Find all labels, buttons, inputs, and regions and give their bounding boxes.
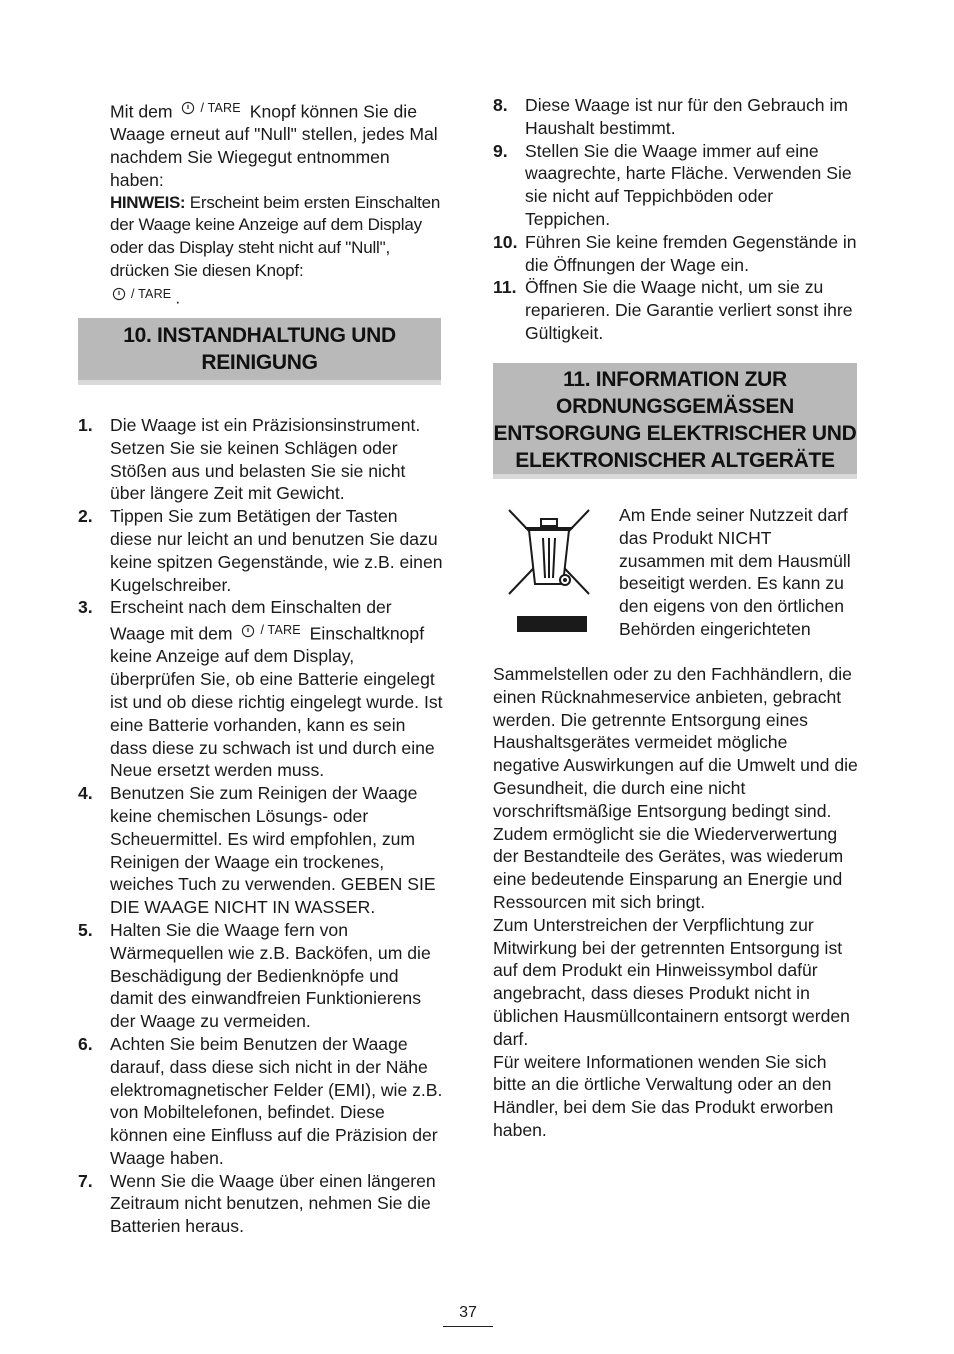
intro-paragraph xyxy=(110,97,445,310)
item-number: 10. xyxy=(493,231,518,252)
intro-suffix: Knopf können Sie die Waage erneut auf "Null" stellen, jedes Mal nachdem Sie Wiegegut entnommen haben: xyxy=(110,101,438,190)
page-number: 37 xyxy=(443,1302,493,1327)
item-text: Achten Sie beim Benutzen der Waage darauf, dass diese sich nicht in der Nähe elektromagnetischer Felder (EMI), wie z.B. von Mobiltelefonen, befindet. Diese können eine Einfluss auf die Präzision der Waage haben. xyxy=(110,1033,443,1168)
list-item xyxy=(493,140,858,231)
list-item xyxy=(493,94,858,140)
weee-crossed-bin-icon xyxy=(505,508,593,634)
disposal-paragraph-3: Für weitere Informationen wenden Sie sich bitte an die örtliche Verwaltung oder an den Händler, bei dem Sie das Produkt erworben haben. xyxy=(493,1051,834,1140)
item-text: Wenn Sie die Waage über einen längeren Zeitraum nicht benutzen, nehmen Sie die Batterien heraus. xyxy=(110,1170,436,1237)
item-number: 6. xyxy=(78,1033,93,1054)
item-number: 3. xyxy=(78,597,93,618)
power-icon xyxy=(181,101,195,115)
item-number: 2. xyxy=(78,506,93,527)
hint-text: Erscheint beim ersten Einschalten der Waage keine Anzeige auf dem Display oder das Display steht nicht auf "Null", drücken Sie diesen Knopf: xyxy=(110,192,441,280)
item-text: Halten Sie die Waage fern von Wärmequellen wie z.B. Backöfen, um die Beschädigung der Bedienknöpfe und damit des einwandfreien Funktionierens der Waage zu vermeiden. xyxy=(110,919,431,1032)
item-number: 11. xyxy=(493,277,517,298)
hint-paragraph xyxy=(110,192,445,310)
list-item xyxy=(78,596,443,782)
tare-button-symbol xyxy=(241,619,300,642)
item-number: 4. xyxy=(78,783,93,804)
tare-button-symbol xyxy=(181,97,240,120)
list-item xyxy=(78,414,443,505)
disposal-paragraph-2: Zum Unterstreichen der Verpflichtung zur Mitwirkung bei der getrennten Entsorgung ist auf dem Produkt ein Hinweissymbol dafür angebracht, dass dieses Produkt nicht in üblichen Hausmüllcontainern entsorgt werden darf. xyxy=(493,914,850,1049)
tare-button-symbol xyxy=(112,283,171,306)
item-text: Benutzen Sie zum Reinigen der Waage keine chemischen Lösungs- oder Scheuermittel. Es wird empfohlen, zum Reinigen der Waage ein trockenes, weiches Tuch zu verwenden. GEBEN SIE DIE WAAGE NICHT IN WASSER. xyxy=(110,783,436,918)
item-text: Die Waage ist ein Präzisionsinstrument. Setzen Sie sie keinen Schlägen oder Stößen aus und belasten Sie sie nicht über längere Zeit mit Gewicht. xyxy=(110,415,421,504)
section-11-title-line2: ORDNUNGSGEMÄSSEN xyxy=(556,395,794,418)
list-item xyxy=(493,231,858,277)
tare-label: / TARE xyxy=(131,286,172,301)
disposal-body xyxy=(493,663,858,1142)
list-item xyxy=(78,505,443,596)
section-11-title-line4: ELEKTRONISCHER ALTGERÄTE xyxy=(515,449,835,472)
section-11-title-line3: ENTSORGUNG ELEKTRISCHER UND xyxy=(493,422,857,445)
power-icon xyxy=(112,287,126,301)
maintenance-list xyxy=(78,414,443,1238)
section-11-heading xyxy=(493,363,857,479)
item-text: Einschaltknopf keine Anzeige auf dem Display, überprüfen Sie, ob eine Batterie eingelegt ist und ob diese richtig eingelegt wurde. Ist eine Batterie vorhanden, kann es sein dass diese zu schwach ist und durch eine Neue ersetzt werden muss. xyxy=(110,623,443,781)
list-item xyxy=(78,782,443,919)
tare-label: / TARE xyxy=(260,623,301,638)
section-10-title-line2: REINIGUNG xyxy=(201,351,318,374)
item-text: Öffnen Sie die Waage nicht, um sie zu reparieren. Die Garantie verliert sonst ihre Gültigkeit. xyxy=(525,277,853,343)
item-text: Diese Waage ist nur für den Gebrauch im Haushalt bestimmt. xyxy=(525,95,849,138)
section-11-title-line1: 11. INFORMATION ZUR xyxy=(563,368,787,391)
list-item xyxy=(78,1033,443,1170)
item-text: Führen Sie keine fremden Gegenstände in die Öffnungen der Wage ein. xyxy=(525,231,857,275)
disposal-paragraph-1: Sammelstellen oder zu den Fachhändlern, die einen Rücknahmeservice anbieten, gebracht werden. Die getrennte Entsorgung eines Haushaltsgerätes vermeidet mögliche negative Auswirkungen auf die Umwelt und die Gesundheit, die durch eine nicht vorschriftsmäßige Entsorgung bedingt sind. Zudem ermöglicht sie die Wiederverwertung der Bestandteile des Gerätes, was wiederum eine bedeutende Einsparung an Energie und Ressourcen mit sich bringt. xyxy=(493,664,858,912)
weee-intro-text: Am Ende seiner Nutzzeit darf das Produkt NICHT zusammen mit dem Hausmüll beseitigt werden. Es kann zu den eigens von den örtlichen Behörden eingerichteten xyxy=(619,505,851,639)
item-number: 9. xyxy=(493,140,508,161)
list-item xyxy=(78,1170,443,1238)
item-number: 1. xyxy=(78,415,93,435)
maintenance-list-continued xyxy=(493,94,858,345)
item-number: 7. xyxy=(78,1170,93,1191)
hint-label: HINWEIS: xyxy=(110,192,186,212)
section-10-title-line1: 10. INSTANDHALTUNG UND xyxy=(123,324,396,347)
section-10-heading xyxy=(78,318,441,385)
tare-label: / TARE xyxy=(200,101,241,115)
intro-text xyxy=(110,97,445,192)
item-text: Tippen Sie zum Betätigen der Tasten diese nur leicht an und benutzen Sie dazu keine spitzen Gegenstände, wie z.B. einen Kugelschreiber. xyxy=(110,506,443,595)
item-number: 8. xyxy=(493,95,508,115)
list-item xyxy=(78,919,443,1033)
item-text: Stellen Sie die Waage immer auf eine waagrechte, harte Fläche. Verwenden Sie sie nicht auf Teppichböden oder Teppichen. xyxy=(525,140,852,229)
item-text: Erscheint nach dem Einschalten der Waage mit dem xyxy=(110,597,392,644)
intro-prefix: Mit dem xyxy=(110,101,173,122)
item-number: 5. xyxy=(78,919,93,940)
hint-end: . xyxy=(175,288,180,308)
list-item xyxy=(493,276,858,344)
power-icon xyxy=(241,624,255,638)
